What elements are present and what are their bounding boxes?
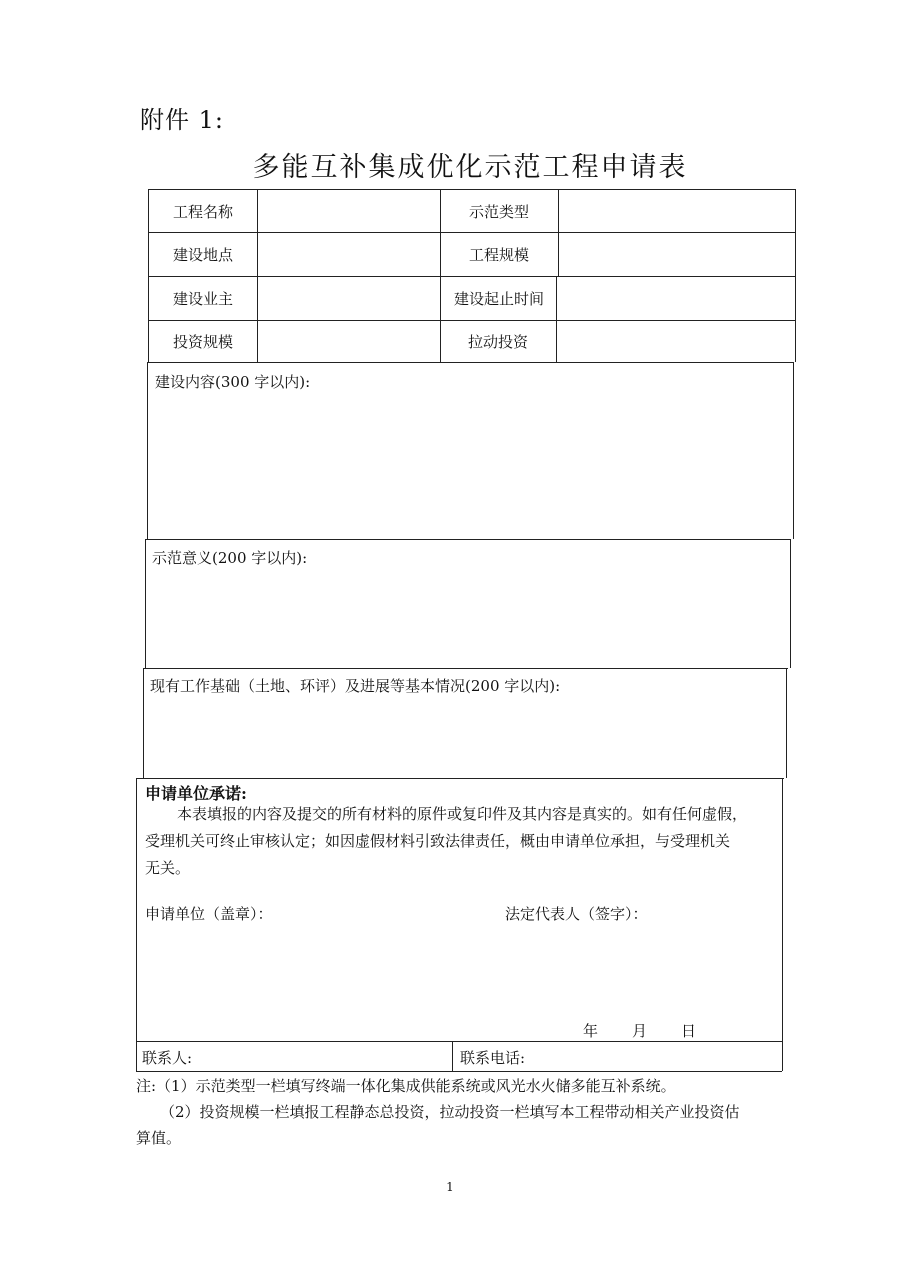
field-owner[interactable] bbox=[258, 277, 440, 320]
field-driven-investment[interactable] bbox=[557, 321, 794, 362]
label-construction-period: 建设起止时间 bbox=[453, 290, 544, 308]
page-number: 1 bbox=[446, 1180, 454, 1194]
field-work-basis[interactable] bbox=[144, 700, 785, 777]
field-construction-content[interactable] bbox=[148, 395, 792, 538]
field-construction-period[interactable] bbox=[557, 277, 795, 320]
label-investment-scale: 投资规模 bbox=[172, 333, 233, 351]
label-work-basis: 现有工作基础（土地、环评）及进展等基本情况(200 字以内): bbox=[150, 677, 561, 695]
label-project-name: 工程名称 bbox=[172, 203, 233, 221]
date-day-label: 日 bbox=[681, 1022, 697, 1040]
field-demo-significance[interactable] bbox=[146, 572, 789, 667]
note-line1: 注:（1）示范类型一栏填写终端一体化集成供能系统或风光水火储多能互补系统。 bbox=[136, 1077, 676, 1095]
signature-area[interactable] bbox=[140, 930, 780, 1010]
note-line2: （2）投资规模一栏填报工程静态总投资，拉动投资一栏填写本工程带动相关产业投资估 bbox=[160, 1103, 740, 1121]
field-location[interactable] bbox=[258, 233, 440, 276]
field-project-name[interactable] bbox=[258, 190, 440, 232]
field-project-scale[interactable] bbox=[559, 233, 795, 276]
label-contact-phone: 联系电话: bbox=[460, 1049, 526, 1067]
field-demo-type[interactable] bbox=[559, 190, 795, 232]
field-investment-scale[interactable] bbox=[258, 321, 440, 362]
label-contact-person: 联系人: bbox=[142, 1049, 193, 1067]
label-demo-type: 示范类型 bbox=[468, 203, 529, 221]
date-month-label: 月 bbox=[632, 1022, 648, 1040]
field-contact-phone[interactable] bbox=[535, 1042, 780, 1070]
label-construction-content: 建设内容(300 字以内): bbox=[155, 373, 311, 391]
label-owner: 建设业主 bbox=[172, 290, 233, 308]
label-applicant-seal: 申请单位（盖章）： bbox=[145, 905, 273, 923]
pledge-text-line2: 受理机关可终止审核认定；如因虚假材料引致法律责任，概由申请单位承担，与受理机关 bbox=[145, 832, 731, 850]
pledge-text-line1: 本表填报的内容及提交的所有材料的原件或复印件及其内容是真实的。如有任何虚假， bbox=[177, 805, 748, 823]
label-location: 建设地点 bbox=[172, 246, 233, 264]
label-legal-rep-signature: 法定代表人（签字）： bbox=[505, 905, 648, 923]
label-demo-significance: 示范意义(200 字以内): bbox=[152, 549, 308, 567]
form-title: 多能互补集成优化示范工程申请表 bbox=[252, 152, 688, 183]
label-project-scale: 工程规模 bbox=[468, 246, 529, 264]
pledge-text-line3: 无关。 bbox=[145, 859, 191, 877]
label-driven-investment: 拉动投资 bbox=[467, 333, 528, 351]
note-line3: 算值。 bbox=[136, 1129, 182, 1147]
field-contact-person[interactable] bbox=[205, 1042, 450, 1070]
attachment-label: 附件 1: bbox=[140, 106, 224, 134]
pledge-heading: 申请单位承诺: bbox=[145, 784, 247, 803]
date-year-label: 年 bbox=[583, 1022, 599, 1040]
